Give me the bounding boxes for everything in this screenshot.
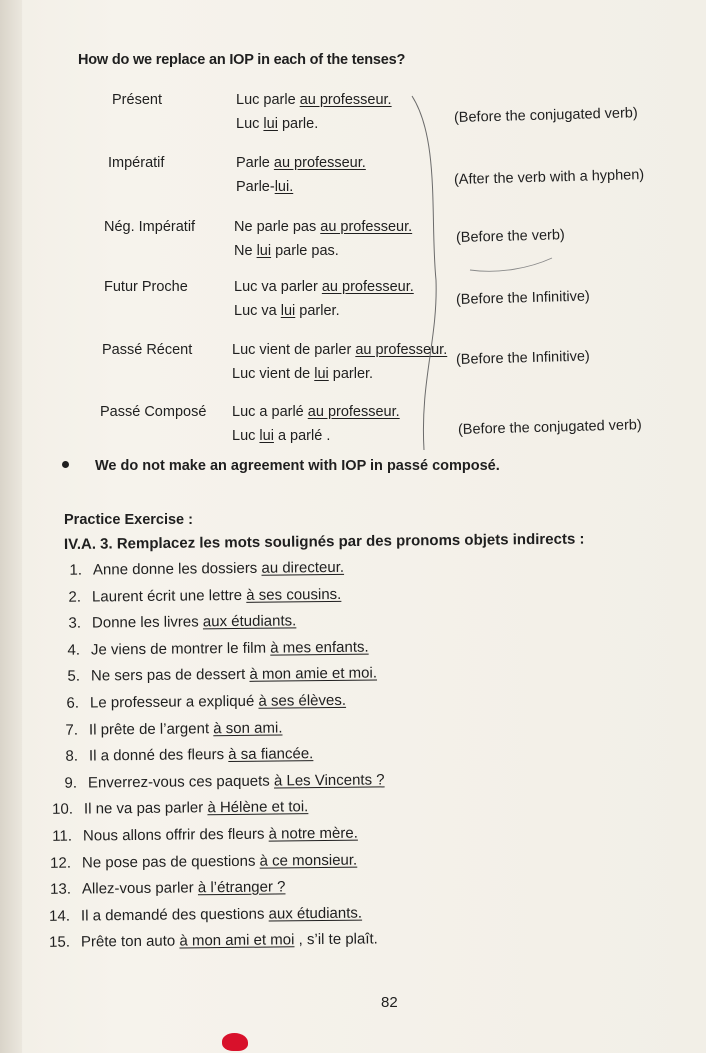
exercise-number: 7. bbox=[65, 721, 79, 739]
placement-rule: (Before the Infinitive) bbox=[455, 348, 590, 368]
underlined-text: au professeur. bbox=[355, 342, 448, 358]
underlined-text: au professeur. bbox=[307, 404, 400, 420]
text-plain: Luc parle bbox=[236, 92, 300, 108]
exercise-number: 13. bbox=[50, 880, 72, 899]
underlined-text: à mes enfants. bbox=[270, 638, 369, 657]
text-plain: Il ne va pas parler bbox=[83, 799, 208, 818]
text-plain: parle. bbox=[277, 116, 319, 132]
exercise-item bbox=[34, 931, 378, 952]
exercise-item bbox=[35, 879, 286, 899]
tense-name: Passé Récent bbox=[102, 342, 193, 358]
underlined-text: au professeur. bbox=[299, 92, 392, 108]
tense-name: Passé Composé bbox=[100, 404, 207, 420]
text-plain: Allez-vous parler bbox=[81, 879, 198, 898]
exercise-item bbox=[43, 692, 346, 712]
exercise-number: 12. bbox=[50, 854, 72, 872]
text-plain: Il a donné des fleurs bbox=[88, 746, 229, 765]
text-plain: Anne donne les dossiers bbox=[92, 559, 262, 579]
exercise-number: 11. bbox=[52, 827, 73, 845]
exercise-number: 2. bbox=[68, 588, 82, 606]
text-plain: Ne pose pas de questions bbox=[81, 852, 260, 872]
example-replaced bbox=[232, 428, 330, 444]
example-original bbox=[236, 92, 392, 108]
text-plain: Donne les livres bbox=[91, 613, 203, 632]
underlined-text: à notre mère. bbox=[268, 824, 358, 843]
example-original bbox=[232, 404, 400, 420]
text-plain: parler. bbox=[328, 366, 374, 382]
underlined-text: à ce monsieur. bbox=[259, 851, 358, 870]
exercise-item bbox=[41, 771, 385, 792]
underlined-text: à mon amie et moi. bbox=[249, 664, 378, 684]
text-plain: Il a demandé des questions bbox=[80, 905, 269, 925]
exercise-item bbox=[44, 638, 369, 658]
underlined-text: à Les Vincents ? bbox=[273, 771, 385, 790]
text-plain: Luc vient de parler bbox=[232, 342, 356, 358]
placement-rule: (After the verb with a hyphen) bbox=[453, 167, 645, 188]
agreement-note: We do not make an agreement with IOP in passé composé. bbox=[62, 458, 500, 474]
example-original bbox=[234, 279, 414, 295]
example-original bbox=[234, 219, 412, 235]
exercise-item bbox=[45, 585, 341, 605]
underlined-text: lui. bbox=[274, 179, 294, 195]
exercise-item bbox=[45, 613, 296, 633]
text-plain: Il prête de l’argent bbox=[88, 719, 214, 739]
underlined-text: au professeur. bbox=[273, 155, 366, 171]
text-plain: parle pas. bbox=[271, 243, 339, 259]
text-plain: Parle- bbox=[236, 179, 275, 195]
example-replaced bbox=[232, 366, 373, 382]
exercise-item bbox=[34, 904, 362, 924]
underlined-text: au professeur. bbox=[321, 279, 414, 295]
tense-name: Impératif bbox=[108, 155, 165, 171]
text-plain: Luc vient de bbox=[232, 366, 315, 382]
tense-name: Nég. Impératif bbox=[104, 219, 196, 235]
exercise-number: 10. bbox=[52, 801, 74, 819]
underlined-text: à ses cousins. bbox=[246, 585, 342, 604]
exercise-item bbox=[42, 745, 313, 765]
text-plain: Luc va bbox=[234, 303, 281, 319]
text-plain: Ne parle pas bbox=[234, 219, 321, 235]
underlined-text: au professeur. bbox=[320, 219, 413, 235]
red-ink-mark bbox=[222, 1033, 248, 1051]
exercise-number: 8. bbox=[65, 747, 79, 765]
underlined-text: lui bbox=[280, 303, 296, 319]
text-plain: Le professeur a expliqué bbox=[89, 692, 259, 712]
underlined-text: aux étudiants. bbox=[202, 612, 297, 631]
example-original bbox=[232, 342, 447, 358]
example-replaced bbox=[234, 243, 339, 259]
underlined-text: lui bbox=[256, 243, 272, 259]
text-plain: Luc bbox=[232, 428, 260, 444]
underlined-text: à mon ami et moi bbox=[179, 931, 295, 950]
underlined-text: à Hélène et toi. bbox=[207, 798, 309, 817]
example-replaced bbox=[234, 303, 340, 319]
underlined-text: lui bbox=[259, 428, 274, 444]
text-plain: Laurent écrit une lettre bbox=[91, 586, 247, 606]
text-plain: Nous allons offrir des fleurs bbox=[82, 825, 269, 845]
exercise-number: 1. bbox=[69, 561, 83, 579]
page-number: 82 bbox=[381, 994, 398, 1011]
text-plain: Luc va parler bbox=[234, 279, 322, 295]
underlined-text: à son ami. bbox=[213, 719, 283, 737]
text-plain: Luc bbox=[236, 116, 264, 132]
tense-name: Présent bbox=[112, 92, 162, 108]
underlined-text: aux étudiants. bbox=[268, 904, 363, 923]
page-binding bbox=[0, 0, 22, 1053]
underlined-text: à ses élèves. bbox=[258, 691, 347, 710]
text-plain: Ne bbox=[234, 243, 257, 259]
placement-rule: (Before the conjugated verb) bbox=[457, 417, 642, 438]
exercise-number: 6. bbox=[66, 694, 80, 712]
placement-rule: (Before the Infinitive) bbox=[455, 288, 590, 308]
exercise-number: 4. bbox=[67, 641, 81, 659]
text-plain: Prête ton auto bbox=[80, 932, 180, 951]
text-plain: Ne sers pas de dessert bbox=[90, 666, 250, 685]
exercise-item bbox=[44, 665, 377, 685]
exercise-item bbox=[37, 799, 308, 819]
exercise-number: 3. bbox=[68, 614, 82, 632]
underlined-text: lui bbox=[314, 366, 329, 382]
exercise-item bbox=[46, 559, 344, 579]
text-plain: , s’il te plaît. bbox=[294, 930, 378, 949]
bullet-icon bbox=[62, 461, 69, 468]
text-plain: parler. bbox=[295, 303, 340, 319]
example-original bbox=[236, 155, 366, 171]
section-title: How do we replace an IOP in each of the tenses? bbox=[78, 52, 406, 68]
example-replaced bbox=[236, 116, 318, 132]
exercise-number: 14. bbox=[49, 907, 71, 925]
placement-rule: (Before the conjugated verb) bbox=[453, 105, 638, 126]
exercise-item bbox=[42, 719, 283, 739]
underlined-text: lui bbox=[263, 116, 278, 132]
exercise-instruction: IV.A. 3. Remplacez les mots soulignés par des pronoms objets indirects : bbox=[63, 530, 585, 553]
tense-name: Futur Proche bbox=[104, 279, 188, 295]
exercise-item bbox=[35, 851, 357, 871]
underlined-text: à l’étranger ? bbox=[197, 878, 286, 897]
exercise-number: 5. bbox=[67, 668, 81, 686]
text-plain: a parlé . bbox=[273, 428, 331, 444]
text-plain: Parle bbox=[236, 155, 274, 171]
text-plain: Enverrez-vous ces paquets bbox=[87, 772, 275, 792]
exercise-number: 9. bbox=[64, 774, 78, 792]
placement-rule: (Before the verb) bbox=[455, 227, 565, 246]
text-plain: Luc a parlé bbox=[232, 404, 308, 420]
practice-title: Practice Exercise : bbox=[64, 512, 193, 528]
exercise-number: 15. bbox=[49, 934, 71, 952]
underlined-text: au directeur. bbox=[261, 558, 345, 577]
exercise-item bbox=[36, 825, 358, 845]
underlined-text: à sa fiancée. bbox=[228, 745, 314, 764]
text-plain: Je viens de montrer le film bbox=[90, 639, 271, 659]
example-replaced bbox=[236, 179, 293, 195]
